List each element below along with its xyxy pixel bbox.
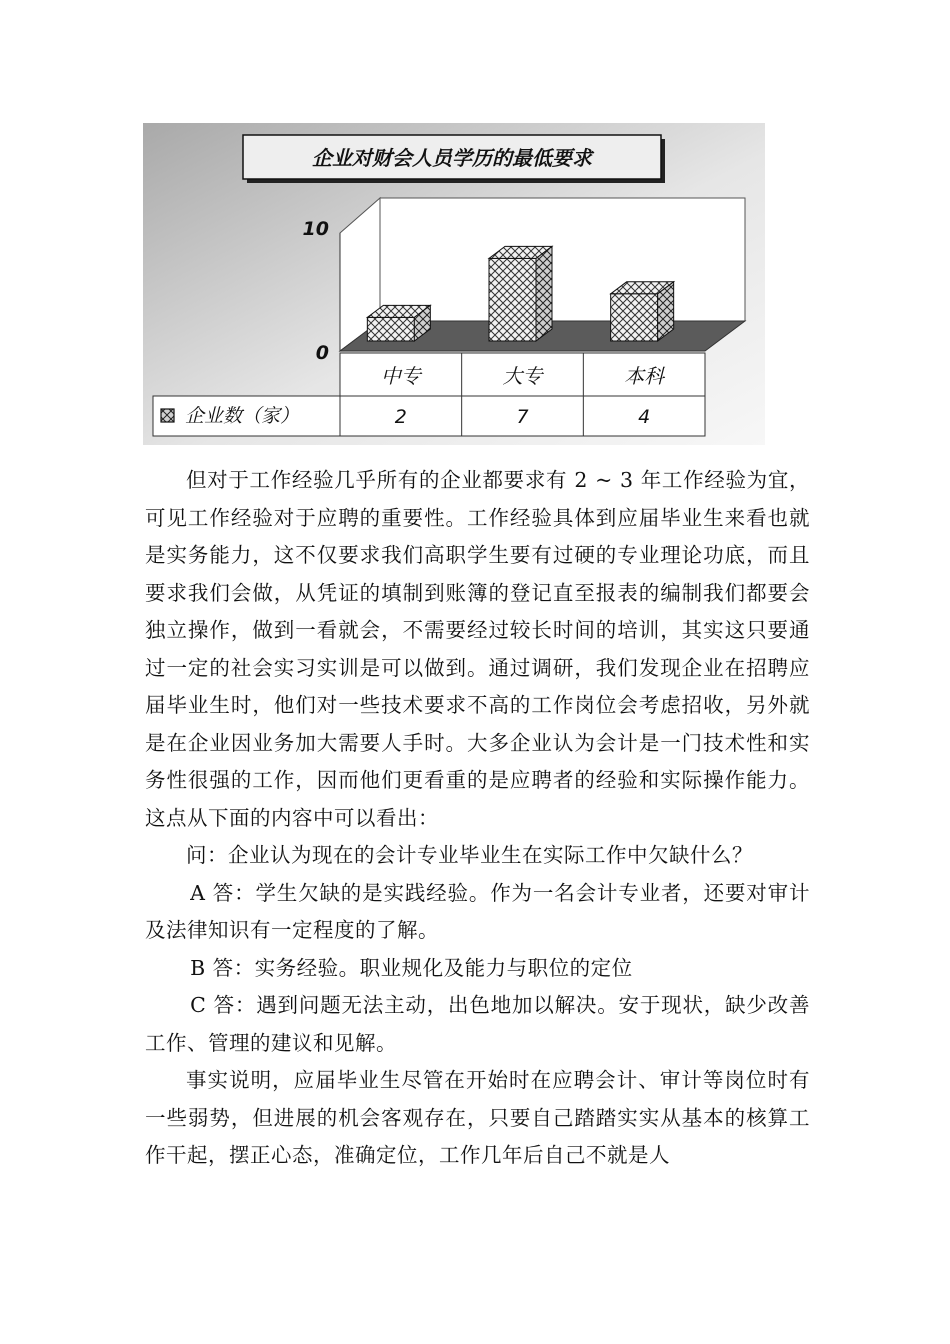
bar-2 [489,246,552,341]
category-label-3: 本科 [624,364,665,388]
bar-1 [367,305,430,341]
body-text [145,462,810,1175]
paragraph-conclusion: 事实说明，应届毕业生尽管在开始时在应聘会计、审计等岗位时有一些弱势，但进展的机会客观存在，只要自己踏踏实实从基本的核算工作干起，摆正心态，准确定位，工作几年后自己不就是人 [145,1068,810,1167]
bar-chart [143,123,765,445]
legend-key [161,409,174,422]
category-label-2: 大专 [502,364,543,388]
plot-back-wall [380,198,745,321]
bar-front-2 [489,258,536,341]
paragraph-answer-c: C 答：遇到问题无法主动，出色地加以解决。安于现状，缺少改善工作、管理的建议和见解。 [145,993,810,1055]
paragraph-question: 问：企业认为现在的会计专业毕业生在实际工作中欠缺什么？ [186,843,753,867]
y-tick-label-max: 10 [302,218,329,240]
chart-figure [143,123,765,445]
bar-side-2 [536,246,552,341]
paragraph-answer-b: B 答：实务经验。职业规化及能力与职位的定位 [190,955,633,980]
bar-front-1 [367,317,414,341]
data-value-1: 2 [394,406,407,428]
legend-label: 企业数（家） [185,405,300,427]
bar-3 [611,282,674,341]
chart-title: 企业对财会人员学历的最低要求 [312,146,592,170]
paragraph-answer-a: A 答：学生欠缺的是实践经验。作为一名会计专业者，还要对审计及法律知识有一定程度的了解。 [145,880,810,942]
paragraph-experience: 但对于工作经验几乎所有的企业都要求有 2 ~ 3 年工作经验为宜，可见工作经验对于应聘的重要性。工作经验具体到应届毕业生来看也就是实务能力，这不仅要求我们高职学生要有过硬的专业理论功底，而且要求我们会做，从凭证的填制到账簿的登记直至报表的编制我们都要会独立操作，做到一看就会，不需要经过较长时间的培训，其实这只要通过一定的社会实习实训是可以做到。通过调研，我们发现企业在招聘应届毕业生时，他们对一些技术要求不高的工作岗位会考虑招收，另外就是在企业因业务加大需要人手时。大多企业认为会计是一门技术性和实务性很强的工作，因而他们更看重的是应聘者的经验和实际操作能力。这点从下面的内容中可以看出： [145,468,810,830]
category-label-1: 中专 [380,364,421,388]
y-tick-label-min: 0 [315,342,329,364]
bar-front-3 [611,294,658,341]
data-value-3: 4 [638,406,651,428]
data-value-2: 7 [516,406,529,428]
